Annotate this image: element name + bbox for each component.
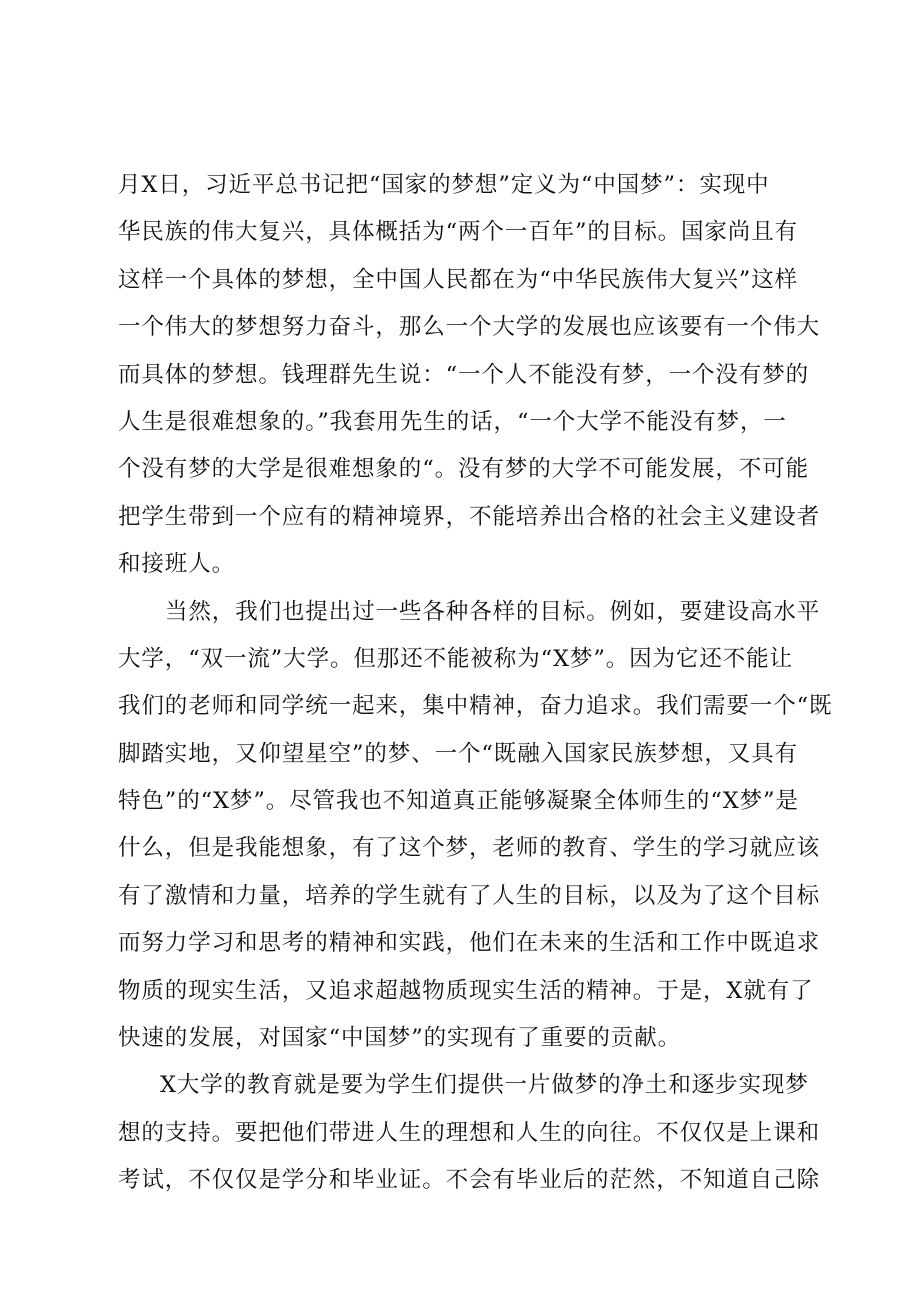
text-line: 当然，我们也提出过一些各种各样的目标。例如，要建设高水平	[165, 598, 821, 625]
text-line: 月X日，习近平总书记把“国家的梦想”定义为“中国梦”：实现中	[118, 172, 770, 198]
text-line: 这样一个具体的梦想，全中国人民都在为“中华民族伟大复兴”这样	[118, 266, 799, 293]
text-line: 想的支持。要把他们带进人生的理想和人生的向往。不仅仅是上课和	[118, 1119, 821, 1146]
paragraph-2	[118, 589, 833, 1063]
text-line: 而具体的梦想。钱理群先生说：“一个人不能没有梦，一个没有梦的	[118, 361, 810, 388]
text-line: 什么，但是我能想象，有了这个梦，老师的教育、学生的学习就应该	[118, 835, 821, 862]
text-line: 人生是很难想象的。”我套用先生的话，“一个大学不能没有梦，一	[118, 408, 787, 435]
text-line: 快速的发展，对国家“中国梦”的实现有了重要的贡献。	[118, 1025, 682, 1052]
text-line: 物质的现实生活，又追求超越物质现实生活的精神。于是，X就有了	[118, 977, 814, 1004]
text-line: 和接班人。	[118, 551, 236, 578]
text-line: 个没有梦的大学是很难想象的“。没有梦的大学不可能发展，不可能	[118, 456, 810, 483]
text-line: 一个伟大的梦想努力奋斗，那么一个大学的发展也应该要有一个伟大	[118, 314, 821, 341]
text-line: 而努力学习和思考的精神和实践，他们在未来的生活和工作中既追求	[118, 930, 821, 957]
text-line: 考试，不仅仅是学分和毕业证。不会有毕业后的茫然，不知道自己除	[118, 1167, 821, 1194]
document-body	[118, 162, 833, 1205]
text-line: 我们的老师和同学统一起来，集中精神，奋力追求。我们需要一个“既	[118, 693, 833, 720]
text-line: X大学的教育就是要为学生们提供一片做梦的净土和逐步实现梦	[160, 1072, 809, 1099]
text-line: 华民族的伟大复兴，具体概括为“两个一百年”的目标。国家尚且有	[118, 219, 799, 246]
paragraph-3	[118, 1062, 821, 1204]
text-line: 特色”的“X梦”。尽管我也不知道真正能够凝聚全体师生的“X梦”是	[118, 788, 799, 815]
text-line: 大学，“双一流”大学。但那还不能被称为“X梦”。因为它还不能让	[118, 645, 793, 672]
text-line: 把学生带到一个应有的精神境界，不能培养出合格的社会主义建设者	[118, 503, 821, 530]
paragraph-1	[118, 162, 821, 589]
text-line: 脚踏实地，又仰望星空”的梦、一个“既融入国家民族梦想，又具有	[118, 740, 799, 767]
text-line: 有了激情和力量，培养的学生就有了人生的目标，以及为了这个目标	[118, 882, 821, 909]
